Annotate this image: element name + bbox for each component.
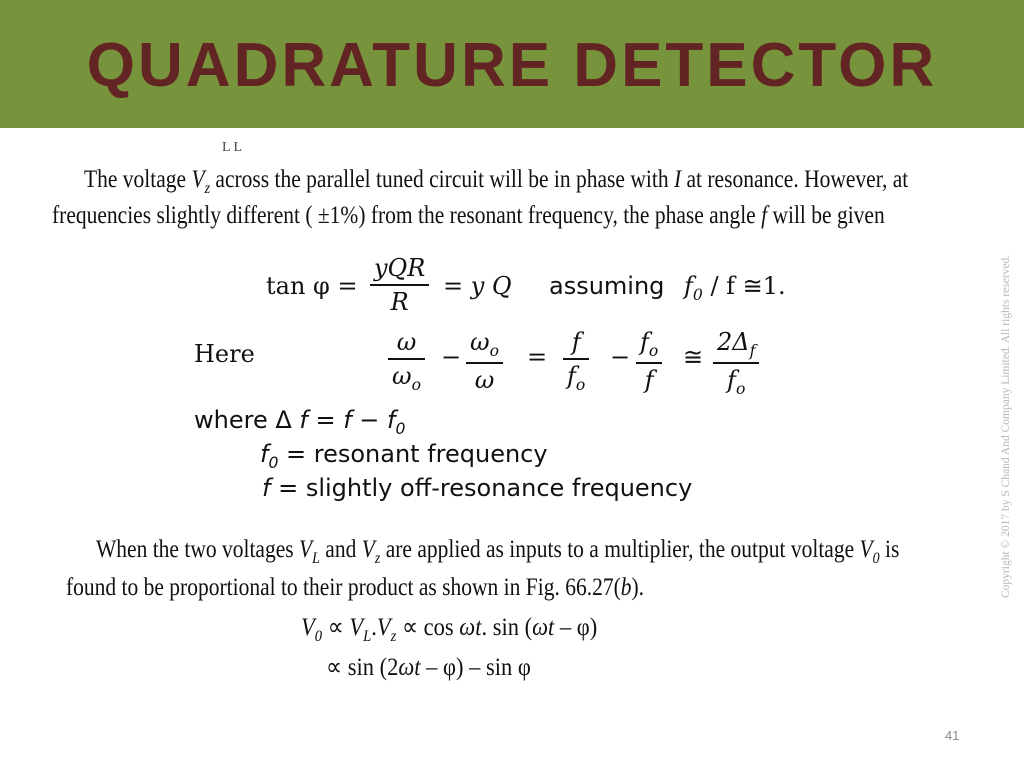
denominator	[563, 358, 589, 394]
title-bar	[0, 0, 1024, 128]
text: ωt	[532, 614, 555, 641]
text: are applied as inputs to a multiplier, the output voltage	[380, 536, 860, 563]
symbol-v: V	[376, 614, 391, 641]
text: f − f	[343, 406, 396, 434]
eq2-term1	[388, 328, 425, 394]
subscript: L	[312, 549, 320, 567]
eq1-rhs: = y Q	[443, 272, 512, 300]
text: ω	[470, 328, 490, 356]
subscript: f	[749, 341, 756, 360]
eq3-output-voltage	[301, 612, 597, 646]
paragraph-proportional	[66, 570, 644, 606]
text: where Δ	[194, 406, 300, 434]
here-label: Here	[194, 340, 255, 368]
denominator	[713, 362, 759, 398]
copyright-notice: Copyright © 2017 by S Chand And Company Limited. All rights reserved.	[1000, 254, 1012, 598]
subscript: 0	[872, 549, 880, 567]
page-number: 41	[945, 728, 960, 743]
numerator	[713, 328, 759, 362]
text: = resonant frequency	[278, 440, 548, 468]
text: will be given	[767, 202, 885, 229]
eq2-approx: ≅	[683, 343, 704, 371]
text: ω	[392, 362, 412, 390]
text: b	[620, 574, 632, 601]
text: ∝ cos	[396, 614, 460, 641]
text: =	[307, 406, 344, 434]
text: ωt	[398, 654, 421, 681]
subscript: z	[204, 179, 211, 197]
symbol-v: V	[301, 614, 315, 641]
subscript: o	[411, 375, 421, 394]
text: and	[319, 536, 362, 563]
eq2-term2	[466, 328, 503, 394]
text: f	[567, 362, 576, 390]
eq1-denominator: R	[370, 284, 429, 316]
symbol-f: f	[761, 202, 768, 229]
numerator: f	[571, 328, 581, 356]
denominator: ω	[466, 362, 503, 394]
text: ∝ sin (2	[326, 654, 399, 681]
eq2-term3	[563, 328, 589, 394]
where-f0-definition	[260, 440, 548, 472]
text: ).	[631, 574, 645, 601]
symbol-f: f	[299, 406, 308, 434]
subscript: o	[648, 341, 659, 360]
subscript: o	[575, 375, 586, 394]
symbol-f: f	[684, 272, 693, 300]
cropped-text-artifact: L L	[222, 140, 243, 155]
eq1-numerator: yQR	[374, 254, 426, 282]
eq1-lhs: tan φ =	[266, 272, 358, 300]
where-delta-f	[194, 406, 405, 438]
text: at resonance. However, at	[681, 166, 909, 193]
subscript: 0	[268, 453, 279, 472]
text: ωt	[459, 614, 482, 641]
eq4-output-voltage	[326, 652, 531, 682]
text: across the parallel tuned circuit will be in phase with	[210, 166, 674, 193]
text: frequencies slightly different ( ±1%) from the resonant frequency, the phase angle	[52, 202, 762, 229]
eq2-minus-2: −	[610, 343, 631, 371]
eq1-assuming-label: assuming	[549, 272, 665, 300]
text: – φ) – sin φ	[420, 654, 531, 681]
text: When the two voltages	[96, 536, 300, 563]
text: is	[879, 536, 900, 563]
subscript: 0	[395, 419, 406, 438]
subscript: L	[363, 627, 372, 645]
symbol-v: V	[191, 166, 205, 193]
paragraph-frequencies	[52, 198, 885, 234]
symbol-v: V	[361, 536, 375, 563]
symbol-i: I	[673, 166, 682, 193]
subscript: 0	[692, 285, 703, 304]
eq2-minus-1: −	[441, 343, 462, 371]
text: The voltage	[84, 166, 192, 193]
text: = slightly off-resonance frequency	[270, 474, 693, 502]
text: . sin (	[481, 614, 533, 641]
denominator	[388, 358, 425, 394]
numerator: ω	[396, 328, 417, 356]
eq2-equals: =	[527, 343, 548, 371]
symbol-v: V	[859, 536, 873, 563]
subscript: z	[390, 627, 397, 645]
numerator	[636, 328, 662, 362]
where-f-definition	[262, 474, 692, 502]
subscript: o	[735, 379, 746, 398]
text: found to be proportional to their product as shown in Fig. 66.27(	[66, 574, 621, 601]
subscript: o	[489, 341, 499, 360]
text: 2Δ	[717, 328, 750, 356]
eq1-condition	[684, 272, 786, 304]
symbol-f: f	[262, 474, 271, 502]
text: ∝	[322, 614, 350, 641]
eq2-term5	[713, 328, 759, 398]
symbol-v: V	[299, 536, 313, 563]
text: – φ)	[554, 614, 598, 641]
text: f	[727, 365, 736, 394]
denominator: f	[636, 362, 662, 394]
text: / f ≅1.	[702, 272, 786, 300]
symbol-f: f	[260, 440, 269, 468]
text: .	[371, 614, 377, 641]
subscript: 0	[314, 627, 323, 645]
text: f	[640, 328, 649, 356]
symbol-v: V	[349, 614, 364, 641]
eq2-term4	[636, 328, 662, 394]
numerator	[466, 328, 503, 362]
subscript: z	[374, 549, 381, 567]
eq1-fraction	[370, 254, 429, 316]
slide-title: QUADRATURE DETECTOR	[86, 31, 938, 100]
